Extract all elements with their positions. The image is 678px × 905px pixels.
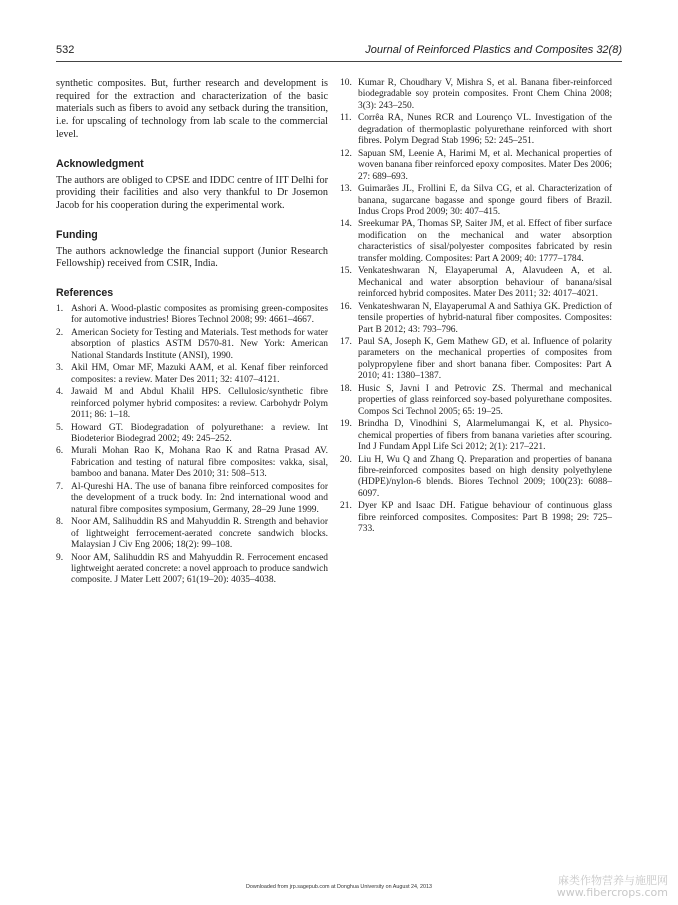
reference-item <box>340 149 612 183</box>
reference-text: Liu H, Wu Q and Zhang Q. Preparation and properties of banana fibre-reinforced composites based on high density polyethylene (HDPE)/nylon-6 blends. Biores Technol 2009; 100(23): 6088–6097. <box>358 454 612 499</box>
reference-number: 13. <box>340 184 352 195</box>
reference-text: Ashori A. Wood-plastic composites as promising green-composites for automotive industries! Biores Technol 2008; 99: 4661–4667. <box>71 304 328 326</box>
reference-number: 6. <box>56 446 64 457</box>
references-heading: References <box>56 287 114 300</box>
reference-text: Murali Mohan Rao K, Mohana Rao K and Ratna Prasad AV. Fabrication and testing of natural fibre composites: vakka, sisal, bamboo and banana. Mater Des 2010; 31: 508–513. <box>71 446 328 480</box>
reference-item <box>340 302 612 336</box>
acknowledgment-text: The authors are obliged to CPSE and IDDC centre of IIT Delhi for providing their facilities and also very thankful to Dr Josemon Jacob for his cooperation during the experimental work. <box>56 174 328 211</box>
reference-item <box>56 328 328 362</box>
reference-number: 21. <box>340 501 352 512</box>
reference-list-left <box>56 304 328 587</box>
reference-number: 8. <box>56 517 64 528</box>
reference-text: Howard GT. Biodegradation of polyurethane: a review. Int Biodeterior Biodegrad 2002; 49: 245–252. <box>71 422 328 445</box>
reference-list-right <box>340 78 612 536</box>
left-column <box>56 78 328 588</box>
reference-number: 19. <box>340 419 352 430</box>
page-number: 532 <box>56 44 75 56</box>
reference-item <box>340 219 612 265</box>
reference-number: 3. <box>56 363 64 374</box>
journal-title: Journal of Reinforced Plastics and Composites 32(8) <box>365 44 622 56</box>
reference-text: Husic S, Javni I and Petrovic ZS. Thermal and mechanical properties of glass reinforced soy-based polyurethane composites. Compos Sci Technol 2005; 65: 19–25. <box>358 383 612 417</box>
reference-text: Al-Qureshi HA. The use of banana fibre reinforced composites for the development of a truck body. In: 2nd international wood and natural fibre composites symposium, Germany, 28–29 June 1999. <box>71 481 328 515</box>
reference-item <box>56 423 328 446</box>
reference-number: 1. <box>56 304 64 315</box>
reference-number: 5. <box>56 422 64 433</box>
reference-number: 9. <box>56 552 64 563</box>
reference-text: American Society for Testing and Materials. Test methods for water absorption of plastics ASTM D570-81. New York: American National Standards Institute (ANSI), 1990. <box>71 327 328 361</box>
reference-item <box>56 446 328 480</box>
right-column <box>340 78 612 537</box>
reference-text: Dyer KP and Isaac DH. Fatigue behaviour of continuous glass fibre reinforced composites. Composites: Part B 1998; 29: 725–733. <box>358 501 612 535</box>
reference-text: Venkateshwaran N, Elayaperumal A and Sathiya GK. Prediction of tensile properties of hybrid-natural fiber composites. Composites: Part B 2012; 43: 793–796. <box>358 301 612 335</box>
reference-item <box>56 517 328 551</box>
reference-item <box>340 78 612 112</box>
reference-item <box>56 553 328 587</box>
reference-number: 18. <box>340 383 352 394</box>
funding-heading: Funding <box>56 228 98 241</box>
acknowledgment-heading: Acknowledgment <box>56 157 144 170</box>
reference-text: Noor AM, Salihuddin RS and Mahyuddin R. Ferrocement encased lightweight aerated concrete: a novel approach to produce sandwich composite. J Mater Lett 2007; 61(19–20): 4035–4038. <box>71 552 328 586</box>
reference-item <box>340 384 612 418</box>
reference-item <box>56 363 328 386</box>
reference-text: Kumar R, Choudhary V, Mishra S, et al. Banana fiber-reinforced biodegradable soy protein composites. Front Chem China 2008; 3(3): 243–250. <box>358 78 612 111</box>
reference-item <box>340 337 612 383</box>
reference-number: 2. <box>56 327 64 338</box>
download-footer: Downloaded from jrp.sagepub.com at Donghua University on August 24, 2013 <box>245 884 433 890</box>
reference-number: 7. <box>56 481 64 492</box>
reference-text: Venkateshwaran N, Elayaperumal A, Alavudeen A, et al. Mechanical and water absorption behaviour of banana/sisal reinforced hybrid composites. Mater Des 2011; 32: 4017–4021. <box>358 266 612 300</box>
reference-number: 17. <box>340 336 352 347</box>
reference-number: 14. <box>340 219 352 230</box>
watermark-chinese: 麻类作物营养与施肥网 <box>558 874 668 887</box>
reference-item <box>340 455 612 501</box>
reference-text: Paul SA, Joseph K, Gem Mathew GD, et al. Influence of polarity parameters on the mechanical properties of composites from polypropylene fiber and short banana fiber. Composites: Part A 2010; 41: 1380–1387. <box>358 336 612 382</box>
reference-item <box>340 266 612 300</box>
funding-text: The authors acknowledge the financial support (Junior Research Fellowship) received from CSIR, India. <box>56 245 328 270</box>
reference-text: Brindha D, Vinodhini S, Alarmelumangai K, et al. Physico-chemical properties of fibers from banana varieties after scouring. Ind J Fundam Appl Life Sci 2012; 2(1): 217–221. <box>358 419 612 453</box>
reference-number: 15. <box>340 266 352 277</box>
reference-number: 16. <box>340 301 352 312</box>
watermark-url: www.fibercrops.com <box>556 886 668 899</box>
reference-text: Guimarães JL, Frollini E, da Silva CG, et al. Characterization of banana, sugarcane bagasse and sponge gourd fibers of Brazil. Indus Crops Prod 2009; 30: 407–415. <box>358 184 612 217</box>
reference-item <box>340 501 612 535</box>
reference-number: 4. <box>56 387 64 398</box>
reference-number: 11. <box>340 113 352 124</box>
reference-text: Sapuan SM, Leenie A, Harimi M, et al. Mechanical properties of woven banana fiber reinforced epoxy composites. Mater Des 2006; 27: 689–693. <box>358 148 612 182</box>
intro-paragraph: synthetic composites. But, further research and development is required for the extraction and characterization of the basic materials such as fibers to avoid any setback during the transition, i.e. for upscaling of technology from lab scale to the commercial level. <box>56 78 328 140</box>
reference-number: 12. <box>340 148 352 159</box>
reference-text: Sreekumar PA, Thomas SP, Saiter JM, et al. Effect of fiber surface modification on the mechanical and water absorption characteristics of sisal/polyester composites fabricated by resin transfer molding. Composites: Part A 2009; 40: 1777–1784. <box>358 219 612 264</box>
reference-item <box>56 304 328 327</box>
reference-item <box>340 419 612 453</box>
reference-item <box>56 387 328 421</box>
header-rule <box>56 61 622 62</box>
reference-number: 10. <box>340 78 352 88</box>
reference-item <box>340 113 612 147</box>
reference-text: Jawaid M and Abdul Khalil HPS. Cellulosic/synthetic fibre reinforced polymer hybrid composites: a review. Carbohydr Polym 2011; 86: 1–18. <box>71 387 328 421</box>
reference-item <box>340 184 612 218</box>
reference-text: Corrêa RA, Nunes RCR and Lourenço VL. Investigation of the degradation of thermoplastic polyurethane reinforced with short fibres. Polym Degrad Stab 1996; 52: 245–251. <box>358 113 612 147</box>
reference-text: Noor AM, Salihuddin RS and Mahyuddin R. Strength and behavior of lightweight ferrocement-aerated concrete sandwich blocks. Malaysian J Civ Eng 2006; 18(2): 99–108. <box>71 517 328 551</box>
reference-number: 20. <box>340 454 352 465</box>
reference-item <box>56 482 328 516</box>
reference-text: Akil HM, Omar MF, Mazuki AAM, et al. Kenaf fiber reinforced composites: a review. Mater Des 2011; 32: 4107–4121. <box>71 363 328 385</box>
